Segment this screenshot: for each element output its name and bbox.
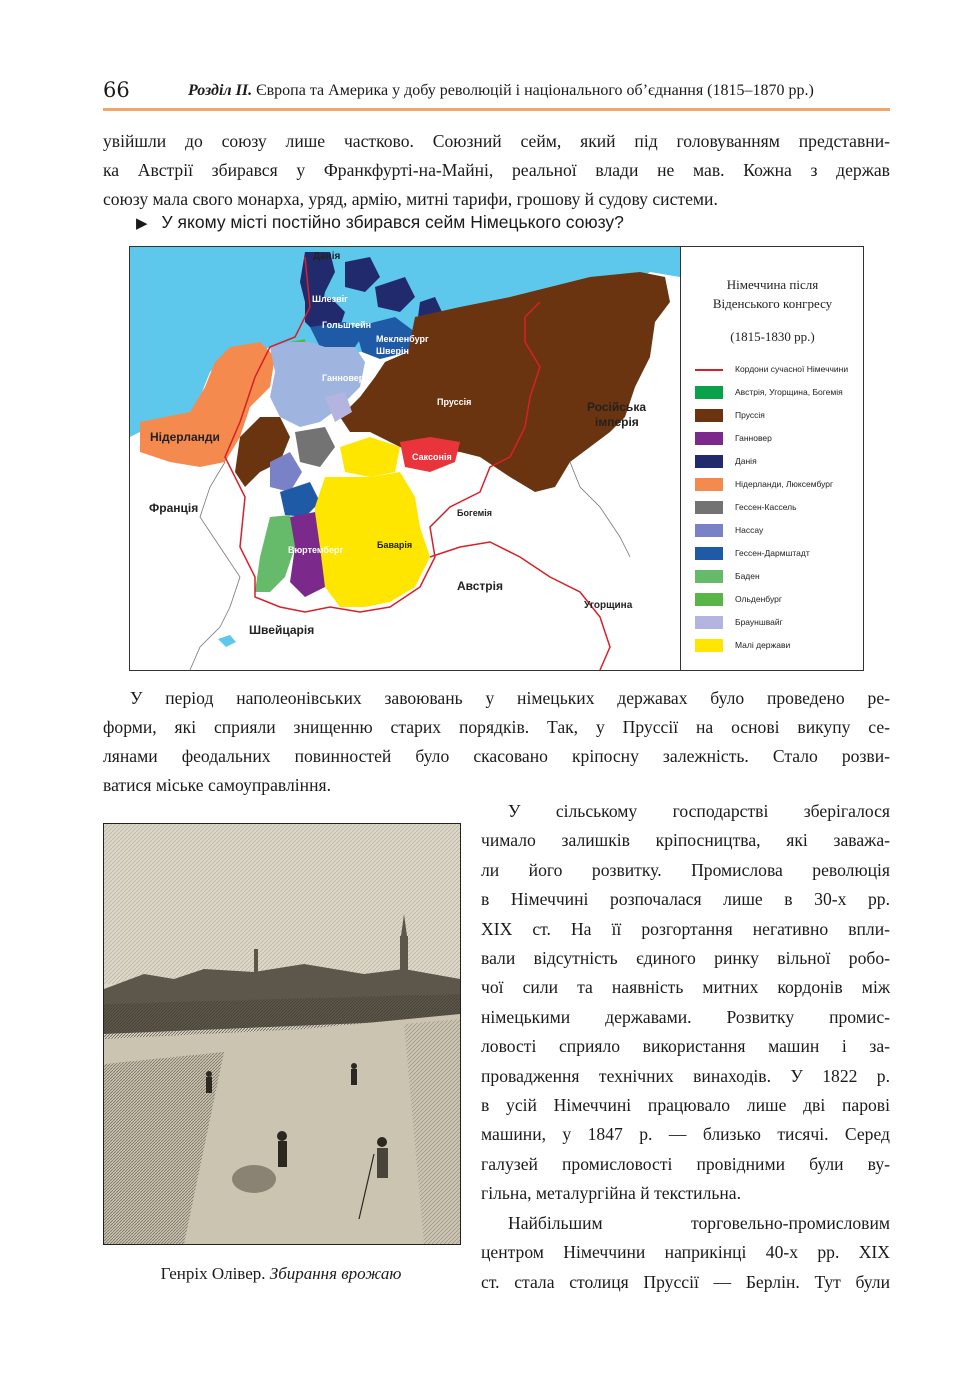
legend-label: Данія xyxy=(735,456,757,466)
legend-title: Віденського конгресу xyxy=(712,296,833,311)
illustration-caption xyxy=(103,1264,459,1284)
text-line: ватися міське самоуправління. xyxy=(103,775,331,795)
map-legend xyxy=(680,247,864,670)
legend-title: Німеччина після xyxy=(726,277,819,292)
text-line: увійшли до союзу лише частково. Союзний сейм, який під головуванням представни- xyxy=(103,131,890,151)
text-line: галузей промисловості провідними були ву- xyxy=(481,1153,890,1174)
legend-swatch xyxy=(695,639,723,652)
text-line: центром Німеччини наприкінці 40-х рр. XIX xyxy=(481,1242,890,1263)
right-column-text xyxy=(481,797,890,1297)
paragraph-reforms xyxy=(103,684,890,800)
legend-label: Ольденбург xyxy=(735,594,782,604)
map-label-russia: Російська xyxy=(587,400,646,414)
legend-swatch xyxy=(695,455,723,468)
legend-label: Гессен-Кассель xyxy=(735,502,797,512)
section-label: Розділ II. xyxy=(188,82,253,99)
text-line: в усій Німеччині працювало лише дві парові xyxy=(481,1095,890,1116)
map-label-wurttemberg: Вюртемберг xyxy=(288,545,344,555)
legend-swatch xyxy=(695,570,723,583)
map-label-prussia: Пруссія xyxy=(437,397,472,407)
legend-label: Нассау xyxy=(735,525,764,535)
header-rule xyxy=(103,108,890,111)
map-label-austria: Австрія xyxy=(457,579,503,593)
running-head-title: Європа та Америка у добу революцій і національного об’єднання (1815–1870 рр.) xyxy=(252,82,814,99)
legend-label: Баден xyxy=(735,571,760,581)
caption-author: Генріх Олівер. xyxy=(160,1264,266,1283)
legend-swatch xyxy=(695,524,723,537)
legend-swatch xyxy=(695,547,723,560)
question xyxy=(136,212,624,233)
caption-title: Збирання врожаю xyxy=(269,1264,402,1283)
legend-swatch xyxy=(695,616,723,629)
map-figure xyxy=(129,246,864,671)
map-label-denmark: Данія xyxy=(313,251,341,262)
legend-swatch xyxy=(695,432,723,445)
text-line: машини, у 1847 р. — близько тисячі. Серед xyxy=(481,1124,890,1145)
legend-swatch xyxy=(695,386,723,399)
intro-paragraph xyxy=(103,127,890,214)
text-line: провадження технічних винаходів. У 1822 р. xyxy=(481,1065,890,1086)
legend-swatch xyxy=(695,478,723,491)
text-line: вали відсутність єдиного ринку вільної робо- xyxy=(481,948,890,969)
text-line: У період наполеонівських завоювань у німецьких державах було проведено ре- xyxy=(130,688,890,708)
legend-period: (1815-1830 рр.) xyxy=(730,329,815,344)
text-line: ловості сприяло використання машин і за- xyxy=(481,1036,890,1057)
text-line: в Німеччині розпочалася лише в 30-х рр. xyxy=(481,889,890,910)
map-label-hungary: Угорщина xyxy=(584,600,633,611)
legend-swatch xyxy=(695,593,723,606)
legend-label: Пруссія xyxy=(735,410,765,420)
legend-swatch xyxy=(695,501,723,514)
text-line: лянами феодальних повинностей було скасовано кріпосну залежність. Стало розви- xyxy=(103,746,890,766)
legend-label: Австрія, Угорщина, Богемія xyxy=(735,387,843,397)
text-line: ст. стала столиця Пруссії — Берлін. Тут були xyxy=(481,1271,890,1292)
map-label-mecklenburg: Мекленбург xyxy=(376,334,429,344)
text-line: У сільському господарстві зберігалося xyxy=(508,801,890,821)
legend-label: Нідерланди, Люксембург xyxy=(735,479,834,489)
map-label-netherlands: Нідерланди xyxy=(150,430,220,444)
text-line: гільна, металургійна й текстильна. xyxy=(481,1183,742,1204)
legend-label: Гессен-Дармштадт xyxy=(735,548,810,558)
text-line: ка Австрії збирався у Франкфурті-на-Майні, реальної влади не мав. Кожна з держав xyxy=(103,160,890,180)
legend-label: Ганновер xyxy=(735,433,772,443)
map-label-saxony: Саксонія xyxy=(412,452,452,462)
harvest-illustration xyxy=(103,823,461,1245)
question-text: У якому місті постійно збирався сейм Німецького союзу? xyxy=(161,212,624,232)
text-line: форми, які сприяли знищенню старих порядків. Так, у Пруссії на основі викупу се- xyxy=(103,717,890,737)
page-number: 66 xyxy=(103,78,130,102)
legend-swatch xyxy=(695,409,723,422)
running-head xyxy=(188,82,814,100)
map-label-russia-2: імперія xyxy=(595,415,639,429)
map-label-hanover: Ганновер xyxy=(322,373,365,383)
text-line: німецькими державами. Розвитку промис- xyxy=(481,1006,890,1027)
map-label-bohemia: Богемія xyxy=(457,508,493,518)
map-label-switzerland: Швейцарія xyxy=(249,623,315,637)
text-line: чої сили та наявність митних кордонів між xyxy=(481,977,890,998)
legend-label: Кордони сучасної Німеччини xyxy=(735,364,849,374)
text-line: XIX ст. На її розгортання негативно впли- xyxy=(481,918,890,939)
text-line: союзу мала свого монарха, уряд, армію, митні тарифи, грошову й судову системи. xyxy=(103,189,718,209)
legend-label: Малі держави xyxy=(735,640,791,650)
map-label-schleswig: Шлезвіг xyxy=(312,294,348,304)
text-line: ли його розвитку. Промислова революція xyxy=(481,859,890,880)
engraving-graphic xyxy=(104,824,460,1244)
map-label-bavaria: Баварія xyxy=(377,540,413,550)
legend-swatch xyxy=(695,369,723,371)
map-label-holstein: Гольштейн xyxy=(322,320,372,330)
legend-label: Брауншвайг xyxy=(735,617,783,627)
text-line: Найбільшим торговельно-промисловим xyxy=(508,1212,890,1233)
map-label-france: Франція xyxy=(149,501,199,515)
text-line: чимало залишків кріпосництва, які заважа- xyxy=(481,830,890,851)
map-label-schwerin: Шверін xyxy=(376,346,409,356)
play-arrow-icon: ▶ xyxy=(136,215,148,232)
